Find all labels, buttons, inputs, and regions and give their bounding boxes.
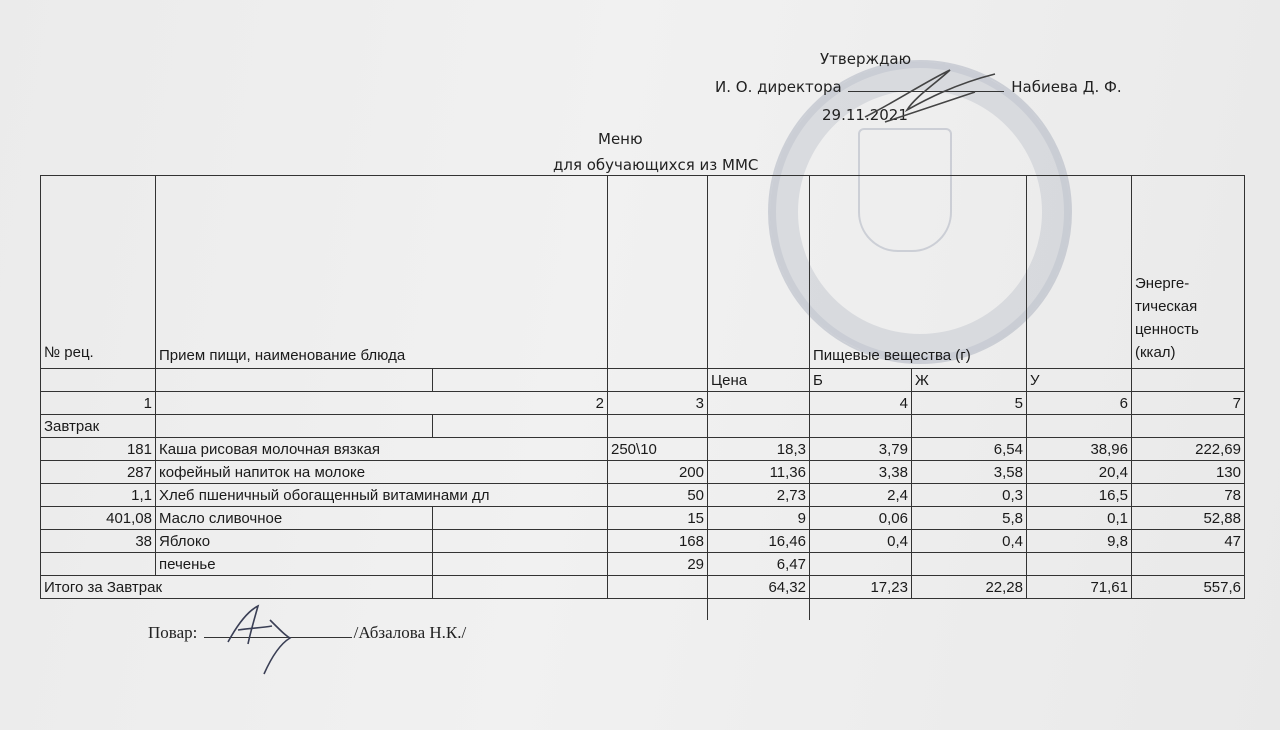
protein: 3,38 xyxy=(810,461,912,484)
kcal: 78 xyxy=(1132,484,1245,507)
subheader-fat: Ж xyxy=(912,369,1027,392)
subheader-carbs: У xyxy=(1027,369,1132,392)
menu-title: Меню xyxy=(598,130,643,148)
cook-label: Повар: xyxy=(148,623,198,642)
carbs: 38,96 xyxy=(1027,438,1132,461)
menu-subtitle: для обучающихся из ММС xyxy=(553,156,759,174)
recipe-no: 401,08 xyxy=(41,507,156,530)
recipe-no xyxy=(41,553,156,576)
kcal xyxy=(1132,553,1245,576)
cook-name: /Абзалова Н.К./ xyxy=(353,623,467,642)
table-row xyxy=(41,484,1245,507)
portion: 250\10 xyxy=(608,438,708,461)
price: 9 xyxy=(708,507,810,530)
header-recipe-no: № рец. xyxy=(41,176,156,369)
table-row xyxy=(41,461,1245,484)
carbs xyxy=(1027,553,1132,576)
header-empty-price xyxy=(708,176,810,369)
carbs: 20,4 xyxy=(1027,461,1132,484)
carbs: 9,8 xyxy=(1027,530,1132,553)
cook-signature xyxy=(220,600,310,680)
table-row xyxy=(41,507,1245,530)
kcal: 222,69 xyxy=(1132,438,1245,461)
dish-name: Масло сливочное xyxy=(156,507,433,530)
fat: 5,8 xyxy=(912,507,1027,530)
fat: 3,58 xyxy=(912,461,1027,484)
dish-name: Яблоко xyxy=(156,530,433,553)
subheader-cell xyxy=(156,369,433,392)
column-number-row xyxy=(41,392,1245,415)
fat xyxy=(912,553,1027,576)
kcal: 47 xyxy=(1132,530,1245,553)
dish-name: печенье xyxy=(156,553,433,576)
protein xyxy=(810,553,912,576)
col-number: 3 xyxy=(608,392,708,415)
portion: 29 xyxy=(608,553,708,576)
fat: 6,54 xyxy=(912,438,1027,461)
subheader-price: Цена xyxy=(708,369,810,392)
recipe-no: 287 xyxy=(41,461,156,484)
header-energy: Энерге-тическая ценность (ккал) xyxy=(1132,176,1245,369)
recipe-no: 38 xyxy=(41,530,156,553)
protein: 0,4 xyxy=(810,530,912,553)
subheader-cell xyxy=(433,369,608,392)
total-fat: 22,28 xyxy=(912,576,1027,599)
protein: 2,4 xyxy=(810,484,912,507)
position-label: И. О. директора xyxy=(715,78,842,96)
approval-date: 29.11.2021 xyxy=(822,106,908,124)
table-row xyxy=(41,530,1245,553)
protein: 0,06 xyxy=(810,507,912,530)
portion: 168 xyxy=(608,530,708,553)
dish-name: Каша рисовая молочная вязкая xyxy=(156,438,608,461)
subheader-cell xyxy=(41,369,156,392)
portion: 200 xyxy=(608,461,708,484)
table-stub-line xyxy=(809,590,810,620)
section-row xyxy=(41,415,1245,438)
menu-table xyxy=(40,175,1245,599)
col-number: 1 xyxy=(41,392,156,415)
col-number-empty xyxy=(708,392,810,415)
total-price: 64,32 xyxy=(708,576,810,599)
col-number: 2 xyxy=(156,392,608,415)
header-nutrients: Пищевые вещества (г) xyxy=(810,176,1027,369)
header-empty-weight xyxy=(608,176,708,369)
carbs: 16,5 xyxy=(1027,484,1132,507)
director-name: Набиева Д. Ф. xyxy=(1011,78,1122,96)
subheader-cell xyxy=(1132,369,1245,392)
total-carbs: 71,61 xyxy=(1027,576,1132,599)
table-stub-line xyxy=(707,590,708,620)
table-row xyxy=(41,553,1245,576)
carbs: 0,1 xyxy=(1027,507,1132,530)
kcal: 130 xyxy=(1132,461,1245,484)
total-row xyxy=(41,576,1245,599)
col-number: 6 xyxy=(1027,392,1132,415)
section-label: Завтрак xyxy=(41,415,156,438)
recipe-no: 181 xyxy=(41,438,156,461)
header-row xyxy=(41,176,1245,369)
director-signature xyxy=(855,62,1005,132)
portion: 50 xyxy=(608,484,708,507)
price: 11,36 xyxy=(708,461,810,484)
subheader-cell xyxy=(608,369,708,392)
protein: 3,79 xyxy=(810,438,912,461)
subheader-protein: Б xyxy=(810,369,912,392)
subheader-row xyxy=(41,369,1245,392)
dish-name: Хлеб пшеничный обогащенный витаминами дл xyxy=(156,484,608,507)
fat: 0,4 xyxy=(912,530,1027,553)
kcal: 52,88 xyxy=(1132,507,1245,530)
fat: 0,3 xyxy=(912,484,1027,507)
col-number: 5 xyxy=(912,392,1027,415)
total-kcal: 557,6 xyxy=(1132,576,1245,599)
price: 6,47 xyxy=(708,553,810,576)
total-protein: 17,23 xyxy=(810,576,912,599)
price: 2,73 xyxy=(708,484,810,507)
col-number: 4 xyxy=(810,392,912,415)
dish-name: кофейный напиток на молоке xyxy=(156,461,608,484)
header-dish: Прием пищи, наименование блюда xyxy=(156,176,608,369)
header-empty-carbs xyxy=(1027,176,1132,369)
col-number: 7 xyxy=(1132,392,1245,415)
price: 16,46 xyxy=(708,530,810,553)
approve-label: Утверждаю xyxy=(820,50,912,68)
recipe-no: 1,1 xyxy=(41,484,156,507)
portion: 15 xyxy=(608,507,708,530)
table-row xyxy=(41,438,1245,461)
price: 18,3 xyxy=(708,438,810,461)
total-label: Итого за Завтрак xyxy=(41,576,433,599)
